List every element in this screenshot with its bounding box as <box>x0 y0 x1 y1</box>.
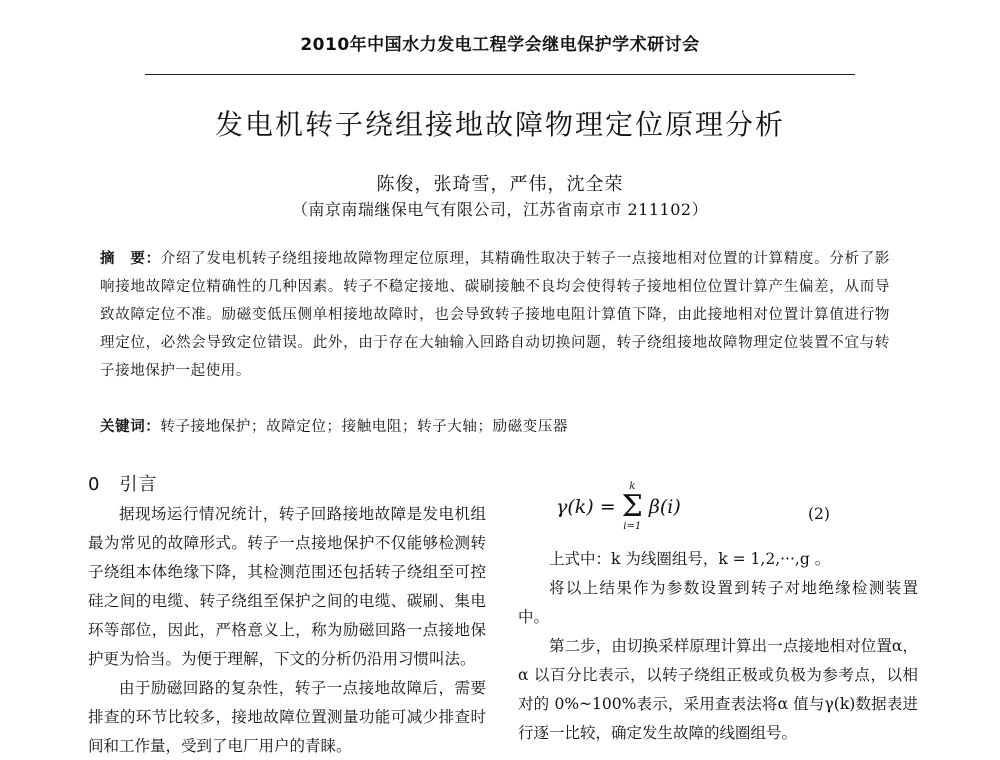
sum-lower-limit: i=1 <box>623 521 642 532</box>
abstract-text: 介绍了发电机转子绕组接地故障物理定位原理，其精确性取决于转子一点接地相对位置的计算精度。分析了影响接地故障定位精确性的几种因素。转子不稳定接地、碳刷接触不良均会使得转子接地相位位置计算产生偏差，从而导致故障定位不准。励磁变低压侧单相接地故障时，也会导致转子接地电阻计算值下降，由此接地相对位置计算值进行物理定位，必然会导致定位错误。此外，由于存在大轴输入回路自动切换问题，转子绕组接地故障物理定位装置不宜与转子接地保护一起使用。 <box>100 251 890 379</box>
affiliation: （南京南瑞继保电气有限公司，江苏省南京市 211102） <box>291 200 709 219</box>
paragraph: 将以上结果作为参数设置到转子对地绝缘检测装置中。 <box>518 579 918 626</box>
running-header: 2010年中国水力发电工程学会继电保护学术研讨会 <box>300 35 700 55</box>
right-column <box>518 470 918 748</box>
paragraph: 据现场运行情况统计，转子回路接地故障是发电机组最为常见的故障形式。转子一点接地保护不仅能够检测转子绕组本体绝缘下降，其检测范围还包括转子绕组至可控硅之间的电缆、转子绕组至保护之间的电缆、碳刷、集电环等部位，因此，严格意义上，称为励磁回路一点接地保护更为恰当。为便于理解，下文的分析仍沿用习惯叫法。 <box>88 505 486 668</box>
section-heading-introduction: 0 引言 <box>88 474 158 495</box>
paper-title: 发电机转子绕组接地故障物理定位原理分析 <box>214 108 785 141</box>
left-column <box>88 470 486 760</box>
paragraph: 上式中：k 为线圈组号，k = 1,2,···,g 。 <box>549 550 831 568</box>
abstract-label: 摘 要： <box>100 251 161 267</box>
equation-rhs: β(i) <box>648 495 681 518</box>
author-list: 陈俊，张琦雪，严伟，沈全荣 <box>376 174 624 195</box>
abstract <box>100 245 890 385</box>
keywords <box>100 415 890 436</box>
paragraph: 由于励磁回路的复杂性，转子一点接地故障后，需要排查的环节比较多，接地故障位置测量功能可减少排查时间和工作量，受到了电厂用户的青睐。 <box>88 679 486 755</box>
keywords-text: 转子接地保护；故障定位；接触电阻；转子大轴；励磁变压器 <box>160 419 569 435</box>
summation <box>622 482 643 532</box>
equation-number: (2) <box>808 505 830 523</box>
header-rule <box>145 74 855 75</box>
equation-lhs: γ(k) = <box>556 495 616 518</box>
paragraph: 第二步，由切换采样原理计算出一点接地相对位置α，α 以百分比表示，以转子绕组正极或负极为参考点，以相对的 0%~100%表示，采用查表法将α 值与γ(k)数据表进行逐一比较，确定发生故障的线圈组号。 <box>518 637 918 742</box>
keywords-label: 关键词： <box>100 419 161 435</box>
sigma-symbol: Σ <box>621 489 643 524</box>
equation-2 <box>518 470 918 545</box>
sum-upper-limit: k <box>629 481 636 492</box>
